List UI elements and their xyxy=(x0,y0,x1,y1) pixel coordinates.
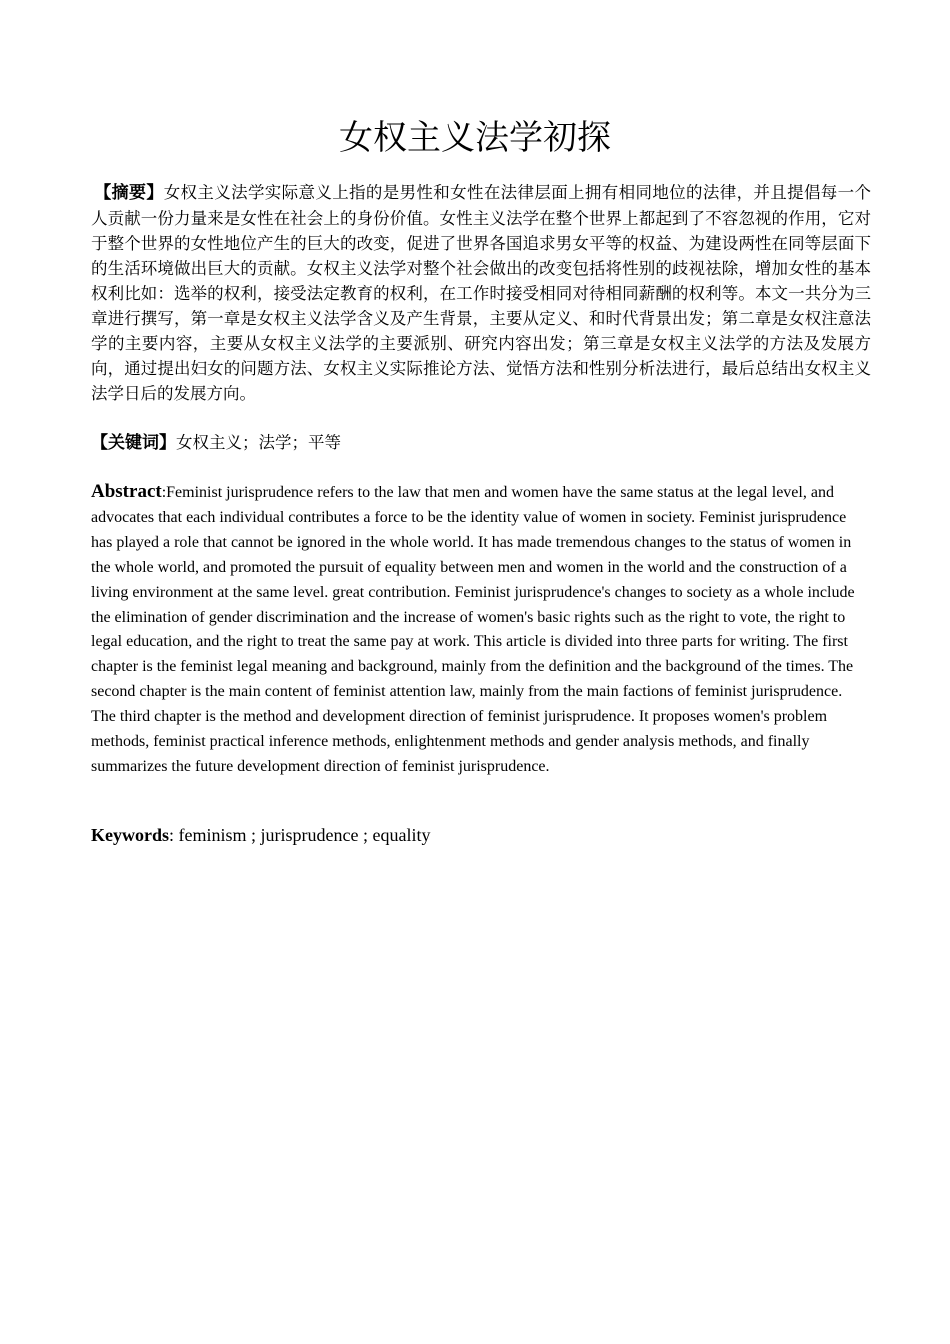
chinese-abstract-label: 【摘要】 xyxy=(94,183,164,203)
chinese-keywords xyxy=(91,430,871,456)
english-abstract xyxy=(91,480,861,780)
english-abstract-separator: : xyxy=(161,484,167,501)
english-keywords-text: feminism ; jurisprudence ; equality xyxy=(174,825,431,845)
english-abstract-label: Abstract xyxy=(91,481,162,502)
chinese-abstract-text: 女权主义法学实际意义上指的是男性和女性在法律层面上拥有相同地位的法律，并且提倡每一个人贡献一份力量来是女性在社会上的身份价值。女性主义法学在整个世界上都起到了不容忽视的作用，它对于整个世界的女性地位产生的巨大的改变，促进了世界各国追求男女平等的权益、为建设两性在同等层面下的生活环境做出巨大的贡献。女权主义法学对整个社会做出的改变包括将性别的歧视祛除，增加女性的基本权利比如：选举的权利，接受法定教育的权利，在工作时接受相同对待相同薪酬的权利等。本文一共分为三章进行撰写，第一章是女权主义法学含义及产生背景，主要从定义、和时代背景出发；第二章是女权注意法学的主要内容，主要从女权主义法学的主要派别、研究内容出发；第三章是女权主义法学的方法及发展方向，通过提出妇女的问题方法、女权主义实际推论方法、觉悟方法和性别分析法进行，最后总结出女权主义法学日后的发展方向。 xyxy=(91,183,872,403)
paper-title: 女权主义法学初探 xyxy=(339,118,611,158)
chinese-abstract xyxy=(91,180,871,406)
english-keywords-label: Keywords xyxy=(91,825,169,845)
chinese-keywords-text: 女权主义；法学；平等 xyxy=(176,433,341,452)
chinese-keywords-label: 【关键词】 xyxy=(91,433,176,453)
english-keywords-separator: : xyxy=(169,825,175,845)
english-abstract-text: Feminist jurisprudence refers to the law that men and women have the same status at the legal level, and advocates that each individual contributes a force to be the identity value of women in society. Feminist jurisprudence has played a role that cannot be ignored in the whole world. It has made tremendous changes to the status of women in the whole world, and promoted the pursuit of equality between men and women in the world and the construction of a living environment at the same level. great contribution. Feminist jurisprudence's changes to society as a whole include the elimination of gender discrimination and the increase of women's basic rights such as the right to vote, the right to legal education, and the right to treat the same pay at work. This article is divided into three parts for writing. The first chapter is the feminist legal meaning and background, mainly from the definition and the background of the times. The second chapter is the main content of feminist attention law, mainly from the main factions of feminist jurisprudence. The third chapter is the method and development direction of feminist jurisprudence. It proposes women's problem methods, feminist practical inference methods, enlightenment methods and gender analysis methods, and finally summarizes the future development direction of feminist jurisprudence. xyxy=(91,484,855,775)
english-keywords xyxy=(91,822,861,848)
